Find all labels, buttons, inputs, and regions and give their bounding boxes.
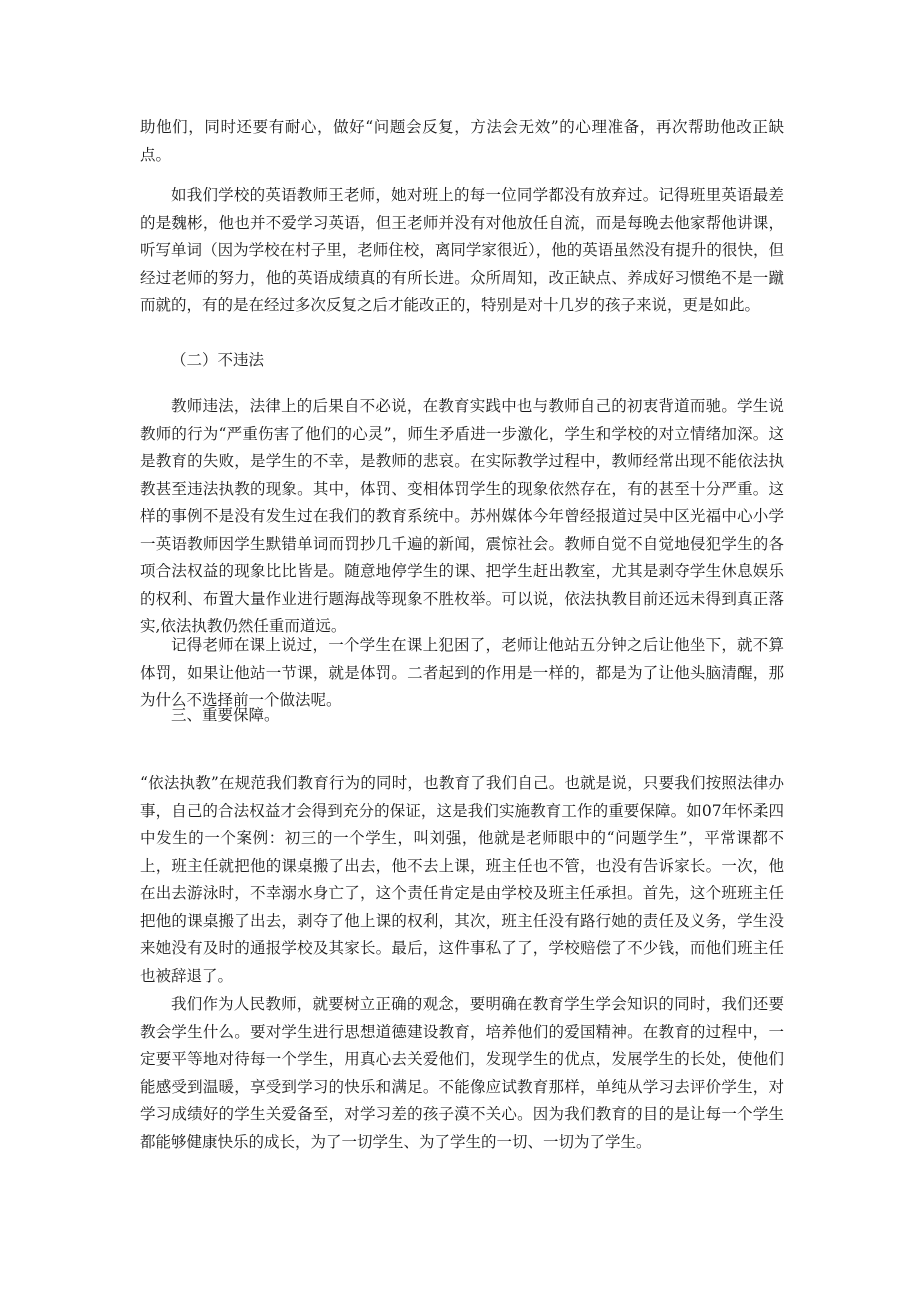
paragraph-punishment-example: 记得老师在课上说过，一个学生在课上犯困了，老师让他站五分钟之后让他坐下，就不算体罚，如果让他站一节课，就是体罚。二者起到的作用是一样的，都是为了让他头脑清醒，那为什么不选择前一个做法呢。 [140, 636, 784, 709]
paragraph-continuation: 助他们，同时还要有耐心，做好“问题会反复，方法会无效”的心理准备，再次帮助他改正缺点。 [140, 118, 784, 164]
paragraph-teacher-illegality: 教师违法，法律上的后果自不必说，在教育实践中也与教师自己的初衷背道而驰。学生说教师的行为“严重伤害了他们的心灵”，师生矛盾进一步激化，学生和学校的对立情绪加深。这是教育的失败，是学生的不幸，是教师的悲哀。在实际教学过程中，教师经常出现不能依法执教甚至违法执教的现象。其中，体罚、变相体罚学生的现象依然存在，有的甚至十分严重。这样的事例不是没有发生过在我们的教育系统中。苏州媒体今年曾经报道过吴中区光福中心小学一英语教师因学生默错单词而罚抄几千遍的新闻，震惊社会。教师自觉不自觉地侵犯学生的各项合法权益的现象比比皆是。随意地停学生的课、把学生赶出教室，尤其是剥夺学生休息娱乐的权利、布置大量作业进行题海战等现象不胜枚举。可以说，依法执教目前还远未得到真正落实,依法执教仍然任重而道远。 [140, 397, 784, 635]
paragraph-lawful-teaching: “依法执教”在规范我们教育行为的同时，也教育了我们自己。也就是说，只要我们按照法律办事，自己的合法权益才会得到充分的保证，这是我们实施教育工作的重要保障。如07年怀柔四中发生的一个案例：初三的一个学生，叫刘强，他就是老师眼中的“问题学生”，平常课都不上，班主任就把他的课桌搬了出去，他不去上课，班主任也不管，也没有告诉家长。一次，他在出去游泳时，不幸溺水身亡了，这个责任肯定是由学校及班主任承担。首先，这个班班主任把他的课桌搬了出去，剥夺了他上课的权利，其次，班主任没有路行她的责任及义务，学生没来她没有及时的通报学校及其家长。最后，这件事私了了，学校赔偿了不少钱，而他们班主任也被辞退了。 [140, 774, 784, 985]
paragraph-teacher-wang: 如我们学校的英语教师王老师，她对班上的每一位同学都没有放弃过。记得班里英语最差的是魏彬，他也并不爱学习英语，但王老师并没有对他放任自流，而是每晚去他家帮他讲课，听写单词（因为学校在村子里，老师住校，离同学家很近），他的英语虽然没有提升的很快，但经过老师的努力，他的英语成绩真的有所长进。众所周知，改正缺点、养成好习惯绝不是一蹴而就的，有的是在经过多次反复之后才能改正的，特别是对十几岁的孩子来说，更是如此。 [140, 186, 784, 314]
section-heading-important-guarantee: 三、重要保障。 [171, 706, 280, 724]
paragraph-people-teacher: 我们作为人民教师，就要树立正确的观念，要明确在教育学生学会知识的同时，我们还要教会学生什么。要对学生进行思想道德建设教育，培养他们的爱国精神。在教育的过程中，一定要平等地对待每一个学生，用真心去关爱他们，发现学生的优点，发展学生的长处，使他们能感受到温暖，享受到学习的快乐和满足。不能像应试教育那样，单纯从学习去评价学生，对学习成绩好的学生关爱备至，对学习差的孩子漠不关心。因为我们教育的目的是让每一个学生都能够健康快乐的成长，为了一切学生、为了学生的一切、一切为了学生。 [140, 995, 784, 1151]
section-heading-not-illegal: （二）不违法 [171, 351, 265, 369]
